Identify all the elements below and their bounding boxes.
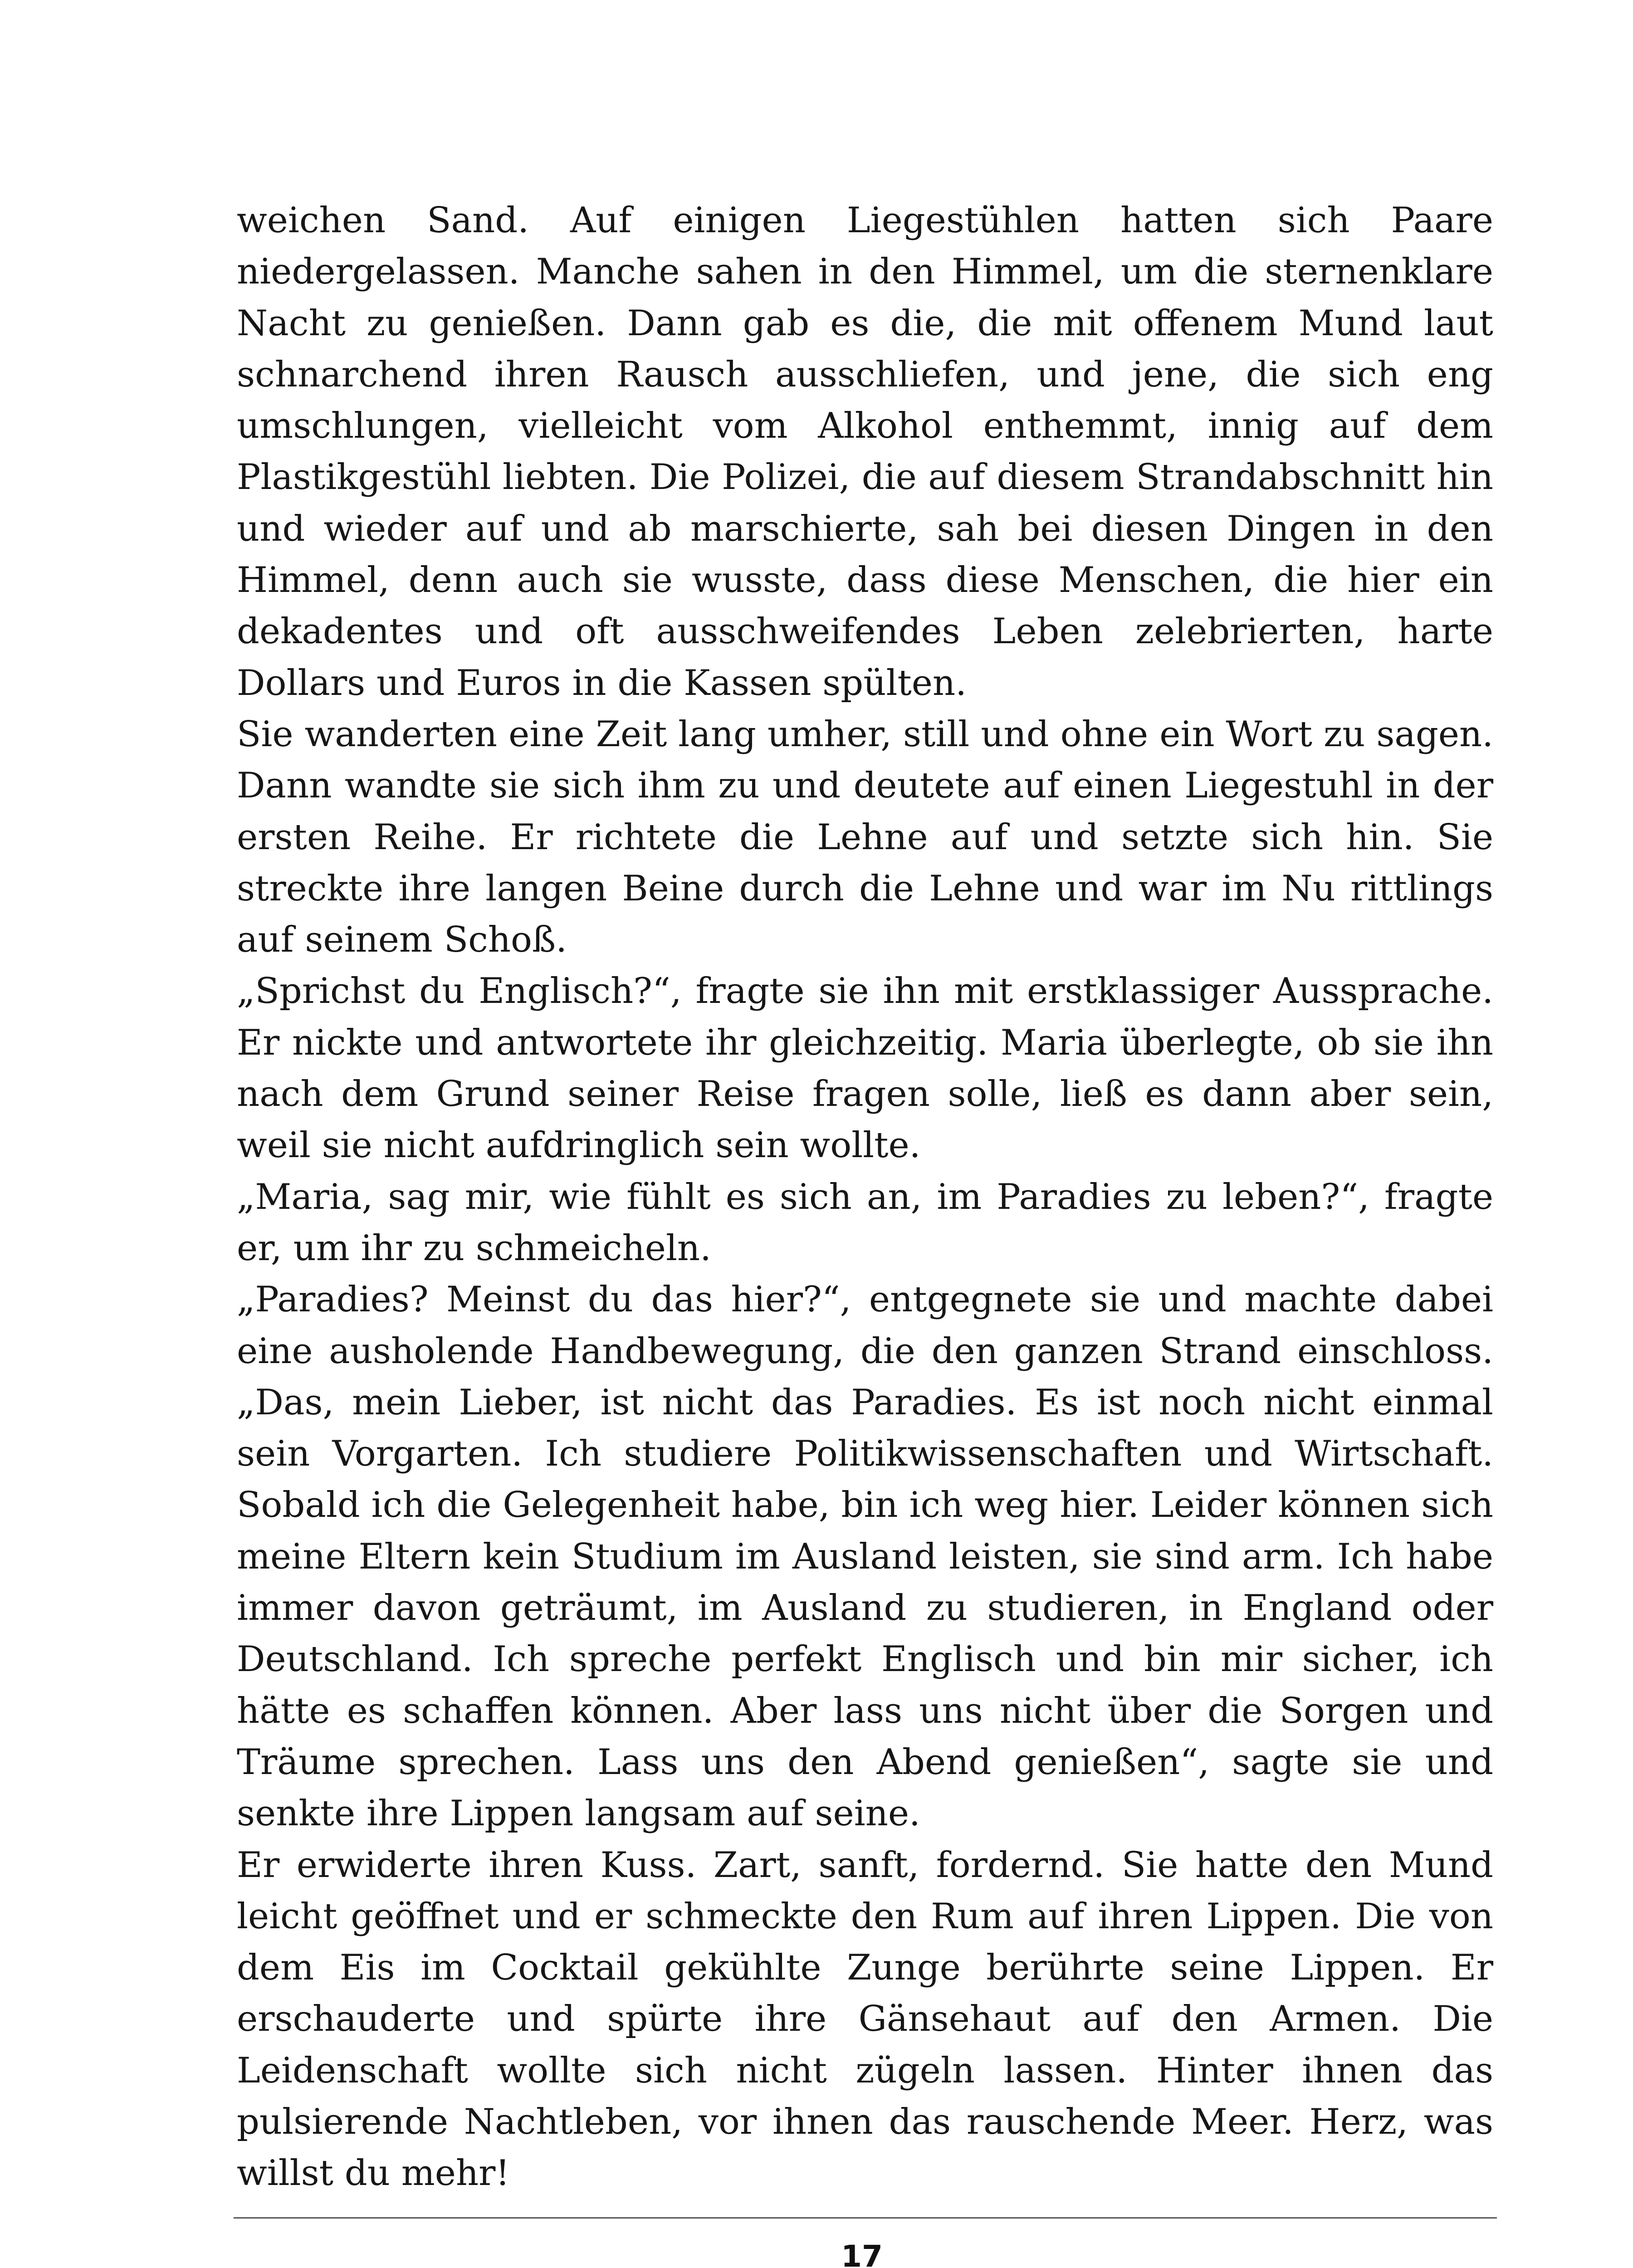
- paragraph-5: „Paradies? Meinst du das hier?“, entgegnete sie und machte dabei eine ausholende Handbewegung, die den ganzen Strand einschloss. „Das, mein Lieber, ist nicht das Paradies. Es ist noch nicht einmal sein Vorgarten. Ich studiere Politikwissenschaften und Wirtschaft. Sobald ich die Gelegenheit habe, bin ich weg hier. Leider können sich meine Eltern kein Studium im Ausland leisten, sie sind arm. Ich habe immer davon geträumt, im Ausland zu studieren, in England oder Deutschland. Ich spreche perfekt Englisch und bin mir sicher, ich hätte es schaffen können. Aber lass uns nicht über die Sorgen und Träume sprechen. Lass uns den Abend genießen“, sagte sie und senkte ihre Lippen langsam auf seine.: [237, 1279, 1493, 1834]
- paragraph-1: weichen Sand. Auf einigen Liegestühlen hatten sich Paare niedergelassen. Manche sahen in den Himmel, um die sternenklare Nacht zu genießen. Dann gab es die, die mit offenem Mund laut schnarchend ihren Rausch ausschliefen, und jene, die sich eng umschlungen, vielleicht vom Alkohol enthemmt, innig auf dem Plastikgestühl liebten. Die Polizei, die auf diesem Strandabschnitt hin und wieder auf und ab marschierte, sah bei diesen Dingen in den Himmel, denn auch sie wusste, dass diese Menschen, die hier ein dekadentes und oft ausschweifendes Leben zelebrierten, harte Dollars und Euros in die Kassen spülten.: [237, 200, 1493, 704]
- paragraph-6: Er erwiderte ihren Kuss. Zart, sanft, fordernd. Sie hatte den Mund leicht geöffnet und er schmeckte den Rum auf ihren Lippen. Die von dem Eis im Cocktail gekühlte Zunge berührte seine Lippen. Er erschauderte und spürte ihre Gänsehaut auf den Armen. Die Leidenschaft wollte sich nicht zügeln lassen. Hinter ihnen das pulsierende Nachtleben, vor ihnen das rauschende Meer. Herz, was willst du mehr!: [237, 1844, 1493, 2194]
- page-number: 17: [841, 2239, 883, 2268]
- paragraph-2: Sie wanderten eine Zeit lang umher, still und ohne ein Wort zu sagen. Dann wandte sie sich ihm zu und deutete auf einen Liegestuhl in der ersten Reihe. Er richtete die Lehne auf und setzte sich hin. Sie streckte ihre langen Beine durch die Lehne und war im Nu rittlings auf seinem Schoß.: [237, 714, 1493, 961]
- footer-divider: [234, 2217, 1497, 2219]
- body-text: [237, 195, 1493, 2200]
- paragraph-3: „Sprichst du Englisch?“, fragte sie ihn mit erstklassiger Aussprache. Er nickte und antwortete ihr gleichzeitig. Maria überlegte, ob sie ihn nach dem Grund seiner Reise fragen solle, ließ es dann aber sein, weil sie nicht aufdringlich sein wollte.: [237, 971, 1493, 1166]
- paragraph-4: „Maria, sag mir, wie fühlt es sich an, im Paradies zu leben?“, fragte er, um ihr zu schmeicheln.: [237, 1176, 1493, 1269]
